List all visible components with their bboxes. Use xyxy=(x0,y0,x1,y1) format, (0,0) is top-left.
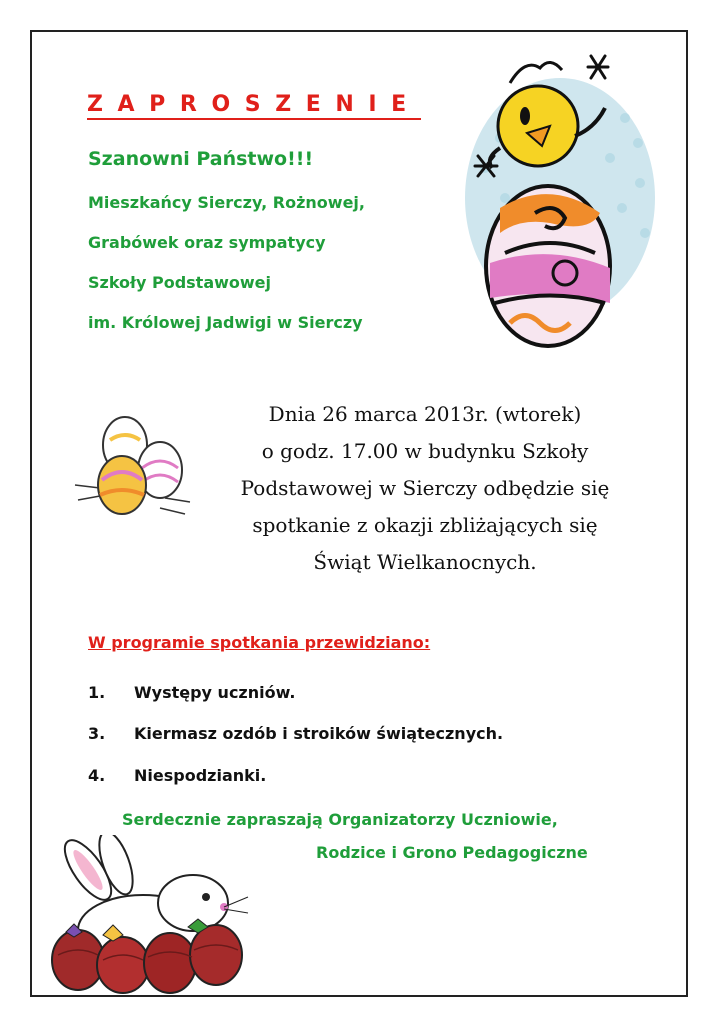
program-item-number: 4. xyxy=(88,766,106,785)
invitation-title: ZAPROSZENIE xyxy=(87,92,421,120)
program-heading: W programie spotkania przewidziano: xyxy=(88,633,431,652)
program-item-text: Niespodzianki. xyxy=(134,766,267,785)
program-item-number: 1. xyxy=(88,683,106,702)
closing-line: Rodzice i Grono Pedagogiczne xyxy=(316,843,588,862)
bunny-with-eggs-illustration xyxy=(48,835,253,995)
closing-line: Serdecznie zapraszają Organizatorzy Uczniowie, xyxy=(122,810,558,829)
program-item xyxy=(88,766,266,785)
addressee-line: Szkoły Podstawowej xyxy=(88,273,272,292)
program-item xyxy=(88,683,295,702)
program-item-text: Występy uczniów. xyxy=(134,683,296,702)
program-item-number: 3. xyxy=(88,724,106,743)
event-details-line: o godz. 17.00 w budynku Szkoły xyxy=(261,439,589,463)
addressee-line: Grabówek oraz sympatycy xyxy=(88,233,326,252)
easter-eggs-illustration xyxy=(70,410,195,520)
program-item xyxy=(88,724,503,743)
event-details-line: Dnia 26 marca 2013r. (wtorek) xyxy=(268,402,582,426)
event-details-line: Świąt Wielkanocnych. xyxy=(313,550,537,574)
program-item-text: Kiermasz ozdób i stroików świątecznych. xyxy=(134,724,504,743)
event-details-line: Podstawowej w Sierczy odbędzie się xyxy=(240,476,610,500)
addressee-line: Mieszkańcy Sierczy, Rożnowej, xyxy=(88,193,365,212)
chick-on-easter-egg-illustration xyxy=(410,48,670,348)
addressee-line: im. Królowej Jadwigi w Sierczy xyxy=(88,313,363,332)
event-details-line: spotkanie z okazji zbliżających się xyxy=(252,513,598,537)
greeting: Szanowni Państwo!!! xyxy=(88,148,314,170)
event-details xyxy=(210,396,640,581)
